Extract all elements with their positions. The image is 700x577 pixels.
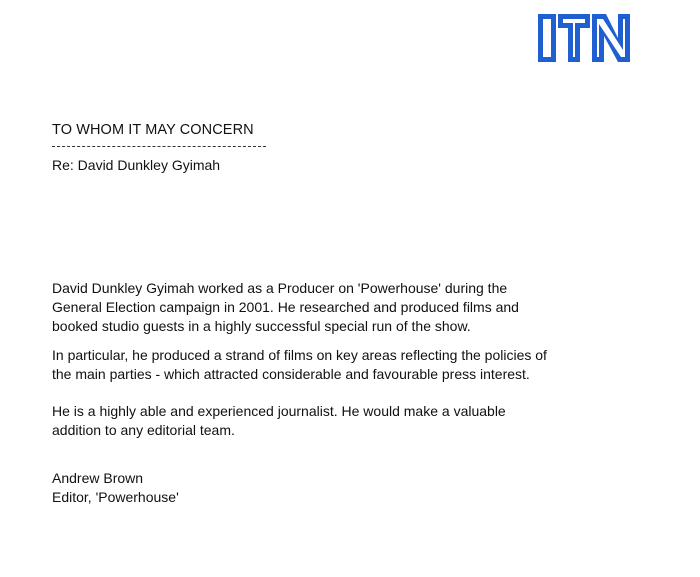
- paragraph-line: addition to any editorial team.: [52, 422, 235, 438]
- itn-logo-mark: [536, 12, 632, 64]
- paragraph-line: He is a highly able and experienced journalist. He would make a valuable: [52, 403, 506, 419]
- logo-letter-t: [558, 14, 590, 62]
- body-paragraph-2: [52, 346, 692, 384]
- logo-letter-n: [592, 14, 630, 62]
- paragraph-line: the main parties - which attracted considerable and favourable press interest.: [52, 366, 530, 382]
- signatory-title: Editor, 'Powerhouse': [52, 489, 179, 505]
- logo-letter-i: [538, 14, 556, 62]
- paragraph-line: David Dunkley Gyimah worked as a Producer on 'Powerhouse' during the: [52, 280, 508, 296]
- itn-logo: [536, 12, 632, 64]
- body-paragraph-3: [52, 402, 692, 440]
- salutation: TO WHOM IT MAY CONCERN: [52, 122, 254, 138]
- paragraph-line: In particular, he produced a strand of films on key areas reflecting the policies of: [52, 347, 547, 363]
- signatory-name: Andrew Brown: [52, 470, 144, 486]
- dashed-rule: [52, 146, 266, 147]
- itn-logo-letters: [538, 14, 630, 62]
- paragraph-line: booked studio guests in a highly successful special run of the show.: [52, 318, 471, 334]
- paragraph-line: General Election campaign in 2001. He researched and produced films and: [52, 299, 519, 315]
- re-line: Re: David Dunkley Gyimah: [52, 157, 221, 173]
- body-paragraph-1: [52, 279, 692, 336]
